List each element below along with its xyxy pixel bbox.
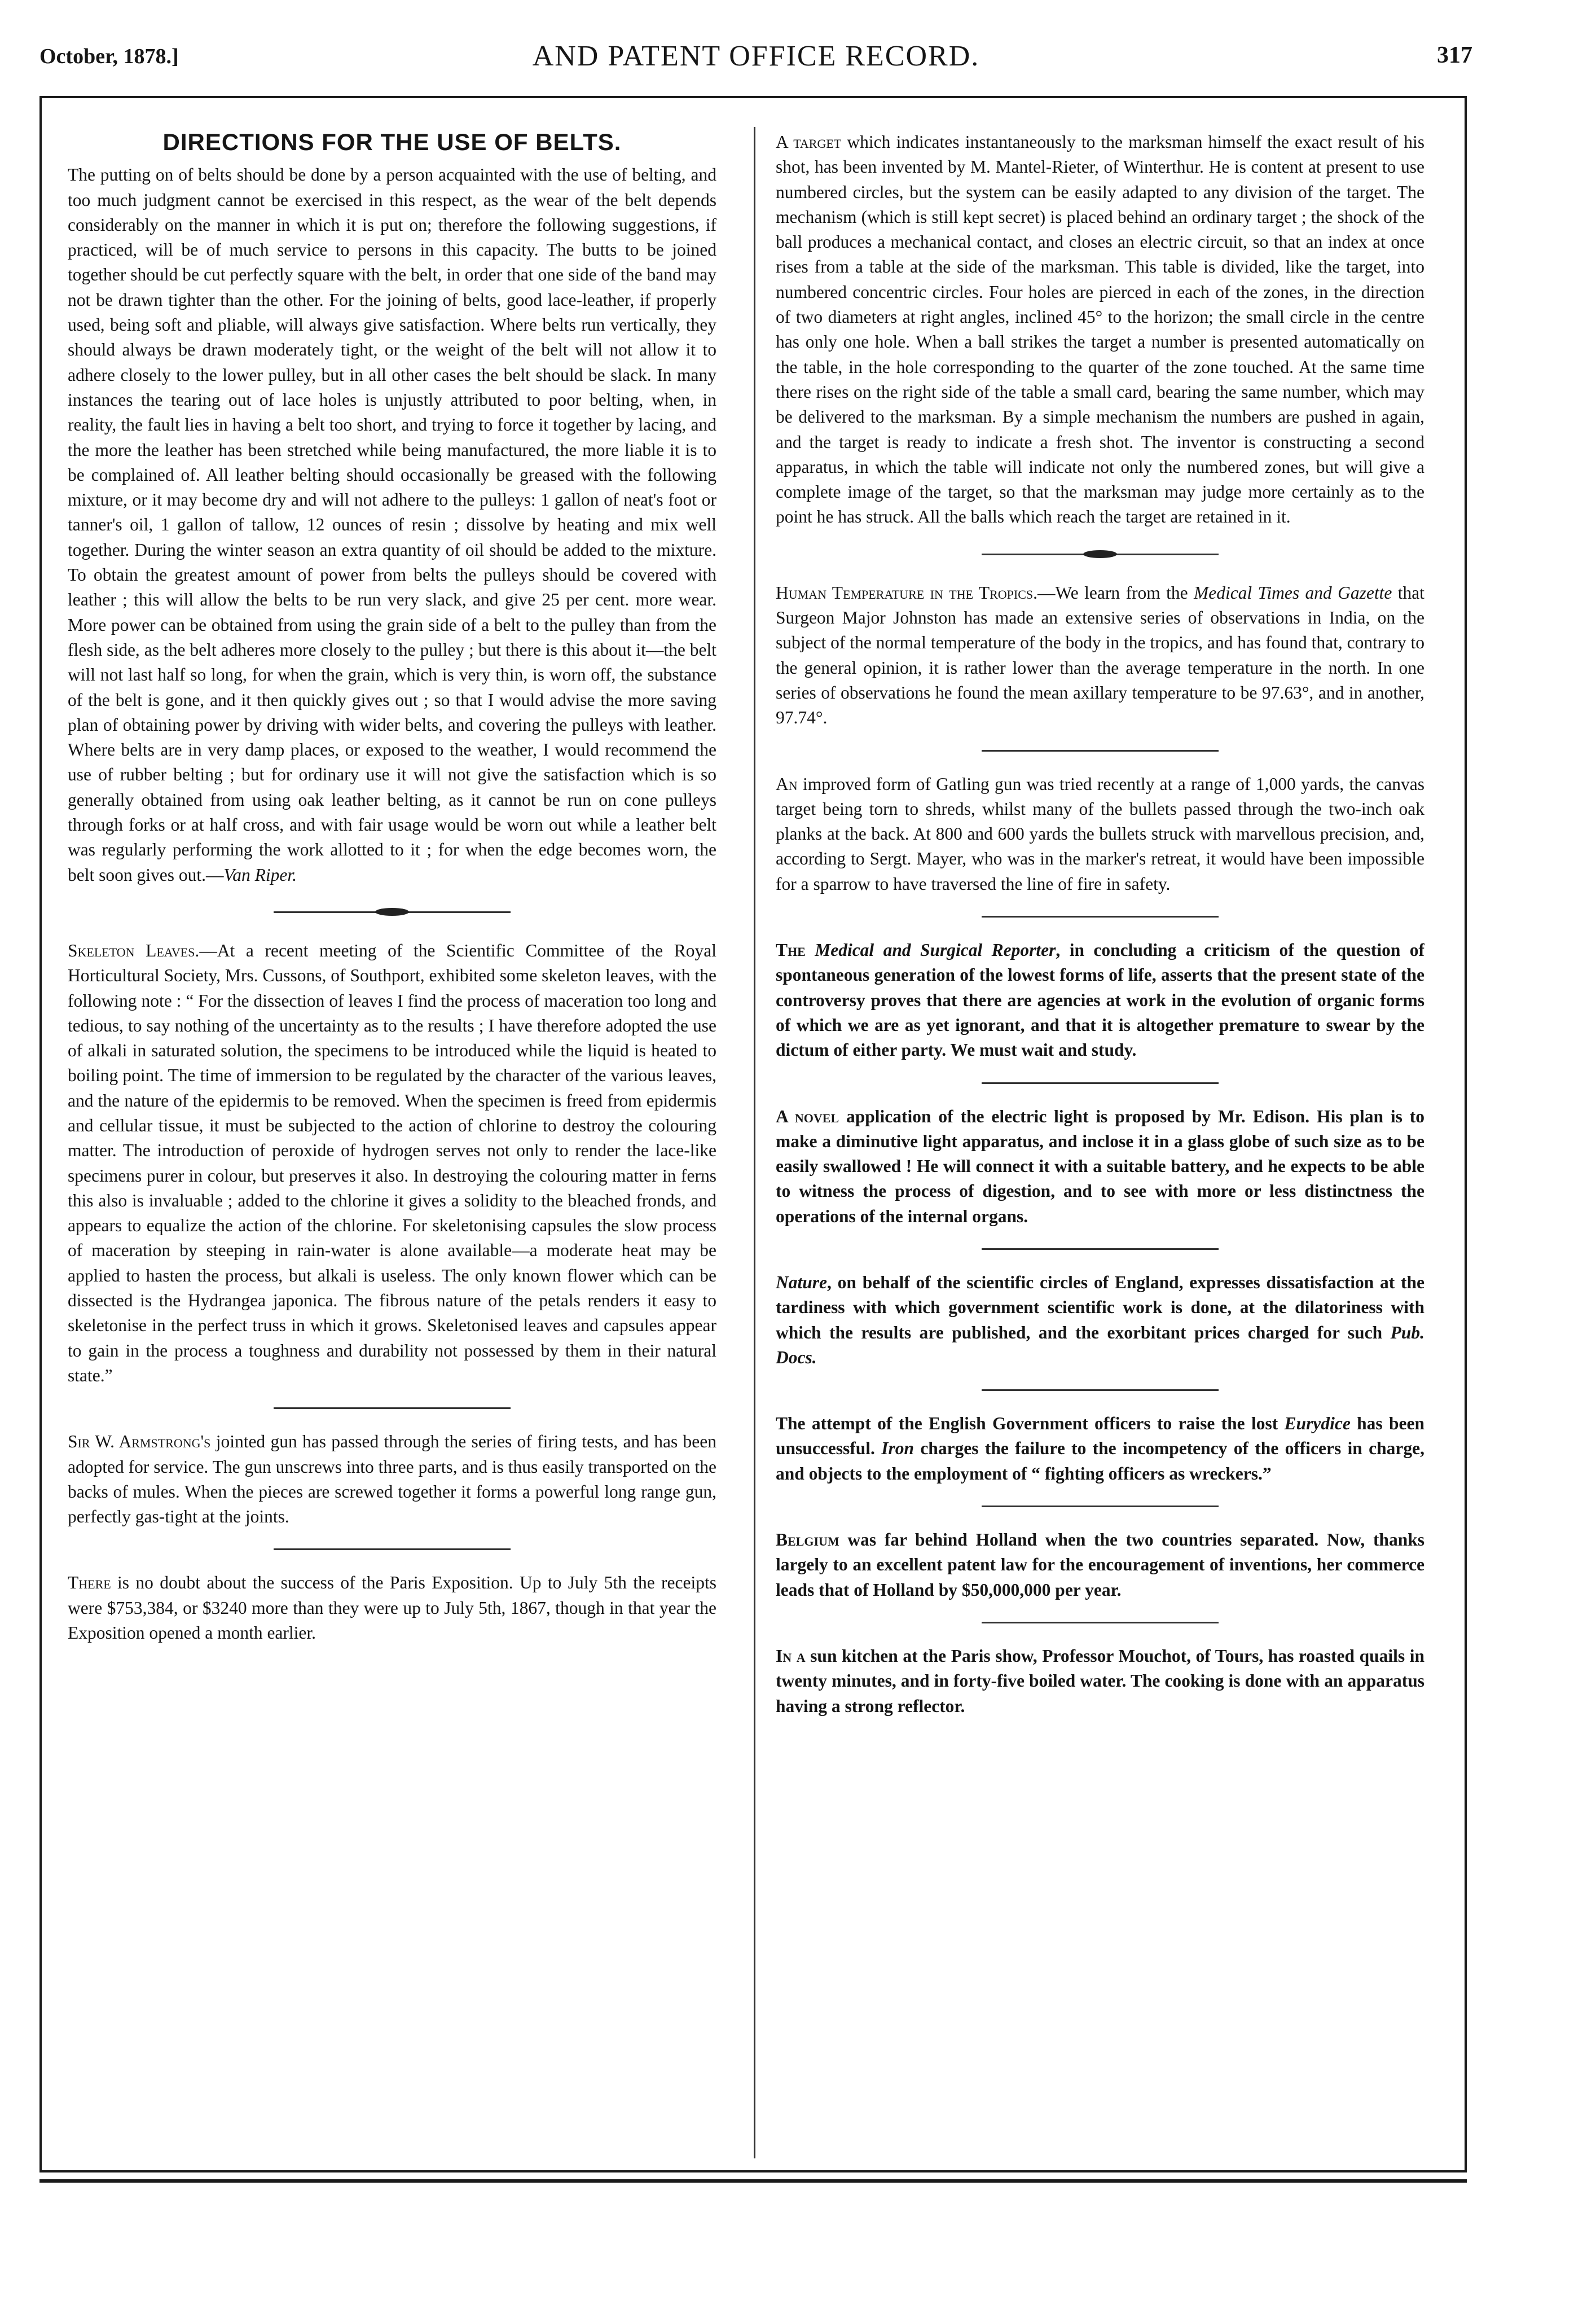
- right-column: [776, 130, 1424, 2150]
- article-paris-exposition: [68, 1570, 716, 1645]
- section-rule: [982, 1248, 1219, 1250]
- article-lead: The: [776, 940, 815, 960]
- article-body: The putting on of belts should be done by a person acquainted with the use of belting, and too much judgment cannot be exercised in this respect, as the wear of the belt depends considerably on the manner in which it is put on; therefore the following suggestions, if practiced, will be of much service to persons in this capacity. The butts to be joined together should be cut perfectly square with the belt, in order that one side of the band may not be drawn tighter than the other. For the joining of belts, good lace-leather, if properly used, being soft and pliable, will always give satisfaction. Where belts run vertically, they should always be drawn moderately tight, or the weight of the belt will not allow it to adhere closely to the lower pulley, but in all other cases the belt should be slack. In many instances the tearing out of lace holes is unjustly attributed to poor belting, when, in reality, the fault lies in having a belt too short, and trying to force it together by lacing, and the more the leather has been stretched while being manufactured, the more liable it is to be complained of. All leather belting should occasionally be greased with the following mixture, or it may become dry and will not adhere to the pulleys: 1 gallon of neat's foot or tanner's oil, 1 gallon of tallow, 12 ounces of resin ; dissolve by heating and mix well together. During the winter season an extra quantity of oil should be added to the mixture. To obtain the greatest amount of power from belts the pulleys should be covered with leather ; this will allow the belts to be run very slack, and give 25 per cent. more wear. More power can be obtained from using the grain side of a belt to the pulley than from the flesh side, as the belt adheres more closely to the pulley ; but there is this about it—the belt will not last half so long, for when the grain, which is very thin, is worn off, the substance of the belt is gone, and it then quickly gives out ; so that I would advise the more saving plan of obtaining power by driving with wider belts, and covering the pulleys with leather. Where belts are in very damp places, or exposed to the weather, I would recommend the use of rubber belting ; but for ordinary use it will not give the satisfaction which is so generally obtained from using oak leather belting, as it cannot be run on cone pulleys through forks or at half cross, and with fair usage would be worn out while a leather belt was regularly performing the work allotted to it ; for when the edge becomes worn, the belt soon gives out.—Van Riper.: [68, 165, 716, 885]
- article-target: [776, 130, 1424, 530]
- article-body: A target which indicates instantaneously to the marksman himself the exact result of his shot, has been invented by M. Mantel-Rieter, of Winterthur. He is content at present to use numbered circles, but the system can be easily adapted to any division of the target. The mechanism (which is still kept secret) is placed behind an ordinary target ; the shock of the ball produces a mechanical contact, and closes an electric circuit, so that an index at once rises from a table at the side of the marksman. This table is divided, like the target, into numbered concentric circles. Four holes are pierced in each of the zones, in the direction of two diameters at right angles, inclined 45° to the horizon; the small circle in the centre has only one hole. When a ball strikes the target a number is presented automatically on the table, in the hole corresponding to the quarter of the zone touched. At the same time there rises on the right side of the table a small card, bearing the same number, which may be delivered to the marksman. By a simple mechanism the numbers are pushed in again, and the target is ready to indicate a fresh shot. The inventor is constructing a second apparatus, in which the table will indicate not only the numbered zones, but will give a complete image of the target, so that the marksman may judge more certainly as to the point he has struck. All the balls which reach the target are retained in it.: [776, 132, 1424, 527]
- article-body: The attempt of the English Government officers to raise the lost Eurydice has been unsuccessful. Iron charges the failure to the incompetency of the officers in charge, and objects to the employment of “ fighting officers as wreckers.”: [776, 1414, 1424, 1484]
- article-body: The Medical and Surgical Reporter, in concluding a criticism of the question of spontaneous generation of the lowest forms of life, asserts that the present state of the controversy proves that there are agencies at work in the evolution of organic forms of which we are as yet ignorant, and that it is altogether premature to swear by the dictum of either party. We must wait and study.: [776, 940, 1424, 1060]
- journal-name: Medical and Surgical Reporter: [815, 940, 1056, 960]
- section-rule: [274, 1407, 511, 1409]
- frame-bottom-rule: [39, 2179, 1467, 2183]
- column-divider: [754, 127, 755, 2158]
- article-lead: An: [776, 774, 798, 794]
- article-sun-kitchen: [776, 1644, 1424, 1719]
- ornamental-rule: [274, 908, 511, 916]
- article-body: Skeleton Leaves.—At a recent meeting of the Scientific Committee of the Royal Horticultural Society, Mrs. Cussons, of Southport, exhibited some skeleton leaves, with the following note : “ For the dissection of leaves I find the process of maceration too long and tedious, to say nothing of the uncertainty as to the results ; I have therefore adopted the use of alkali in saturated solution, the specimens to be introduced while the liquid is heated to boiling point. The time of immersion to be regulated by the character of the various leaves, and the nature of the epidermis to be removed. When the specimen is freed from epidermis and cellular tissue, it must be subjected to the action of chlorine to destroy the colouring matter. The introduction of peroxide of hydrogen serves not only to render the lace-like specimens purer in colour, but preserves it also. In destroying the colouring matter in ferns this also is invaluable ; added to the chlorine it gives a solidity to the bleached fronds, and appears to equalize the action of the chlorine. For skeletonising capsules the slow process of maceration by steeping in rain-water is alone available—a moderate heat may be applied to hasten the process, but alkali is useless. The only known flower which can be dissected is the Hydrangea japonica. The fibrous nature of the petals renders it easy to skeletonise in the perfect truss in which it grows. Skeletonised leaves and capsules appear to gain in the process a toughness and durability not possessed by them in their natural state.”: [68, 940, 716, 1385]
- article-human-temperature: [776, 581, 1424, 731]
- journal-name: Nature: [776, 1272, 828, 1292]
- article-signature: Van Riper.: [223, 864, 297, 885]
- article-belgium: [776, 1528, 1424, 1603]
- article-body: In a sun kitchen at the Paris show, Professor Mouchot, of Tours, has roasted quails in twenty minutes, and in forty-five boiled water. The cooking is done with an apparatus having a strong reflector.: [776, 1645, 1424, 1716]
- article-body: There is no doubt about the success of the Paris Exposition. Up to July 5th the receipts were $753,384, or $3240 more than they were up to July 5th, 1867, though in that year the Exposition opened a month earlier.: [68, 1573, 716, 1643]
- journal-title: AND PATENT OFFICE RECORD.: [532, 40, 980, 72]
- article-lead: Human Temperature in the Tropics.: [776, 582, 1038, 603]
- article-body: Nature, on behalf of the scientific circles of England, expresses dissatisfaction at the tardiness with which government scientific work is done, at the dilatoriness with which the results are published, and the exorbitant prices charged for such Pub. Docs.: [776, 1272, 1424, 1367]
- section-rule: [982, 916, 1219, 918]
- article-lead: In a: [776, 1645, 806, 1666]
- section-rule: [274, 1548, 511, 1550]
- article-lead: A target: [776, 132, 842, 152]
- article-eurydice: [776, 1411, 1424, 1486]
- article-body: An improved form of Gatling gun was tried recently at a range of 1,000 yards, the canvas target being torn to shreds, whilst many of the bullets passed through the two-inch oak planks at the back. At 800 and 600 yards the bullets struck with marvellous precision, and, according to Sergt. Mayer, who was in the marker's retreat, it would have been impossible for a sparrow to have traversed the line of fire in safety.: [776, 774, 1424, 894]
- page-header: [39, 39, 1472, 85]
- article-spontaneous-generation: [776, 938, 1424, 1063]
- article-lead: Skeleton Leaves.: [68, 940, 200, 960]
- article-nature: [776, 1270, 1424, 1370]
- article-body: Belgium was far behind Holland when the two countries separated. Now, thanks largely to an excellent patent law for the encouragement of inventions, her commerce leads that of Holland by $50,000,000 per year.: [776, 1530, 1424, 1600]
- page-number: 317: [1437, 42, 1472, 68]
- left-column: [68, 130, 716, 2150]
- section-rule: [982, 1506, 1219, 1507]
- article-belts: [68, 130, 716, 888]
- article-lead: There: [68, 1573, 111, 1593]
- section-rule: [982, 750, 1219, 752]
- article-lead: Sir W. Armstrong's: [68, 1432, 211, 1452]
- ornamental-rule: [982, 550, 1219, 558]
- article-body: A novel application of the electric light is proposed by Mr. Edison. His plan is to make a diminutive light apparatus, and inclose it in a glass globe of such size as to be easily swallowed ! He will connect it with a suitable battery, and he expects to be able to witness the process of digestion, and to see with more or less distinctness the operations of the internal organs.: [776, 1106, 1424, 1226]
- section-rule: [982, 1082, 1219, 1084]
- journal-name: Medical Times and Gazette: [1193, 582, 1392, 603]
- article-lead: Belgium: [776, 1530, 839, 1550]
- section-rule: [982, 1389, 1219, 1391]
- section-rule: [982, 1622, 1219, 1623]
- article-gatling-gun: [776, 772, 1424, 897]
- issue-date: October, 1878.]: [39, 45, 179, 68]
- article-body: Human Temperature in the Tropics.—We learn from the Medical Times and Gazette that Surgeon Major Johnston has made an extensive series of observations in India, on the subject of the normal temperature of the body in the tropics, and has found that, contrary to the general opinion, it is rather lower than the average temperature in the north. In one series of observations he found the mean axillary temperature to be 97.63°, and in another, 97.74°.: [776, 582, 1424, 728]
- publication-name: Pub. Docs.: [776, 1322, 1424, 1367]
- article-armstrong-gun: [68, 1429, 716, 1529]
- article-lead: A novel: [776, 1106, 839, 1126]
- ship-name: Eurydice: [1284, 1414, 1351, 1434]
- article-skeleton-leaves: [68, 938, 716, 1388]
- article-edison-light: [776, 1104, 1424, 1229]
- journal-name: Iron: [881, 1438, 914, 1459]
- article-body: Sir W. Armstrong's jointed gun has passed through the series of firing tests, and has been adopted for service. The gun unscrews into three parts, and is thus easily transported on the backs of mules. When the pieces are screwed together it forms a powerful long range gun, perfectly gas-tight at the joints.: [68, 1432, 716, 1527]
- article-headline: DIRECTIONS FOR THE USE OF BELTS.: [162, 130, 622, 155]
